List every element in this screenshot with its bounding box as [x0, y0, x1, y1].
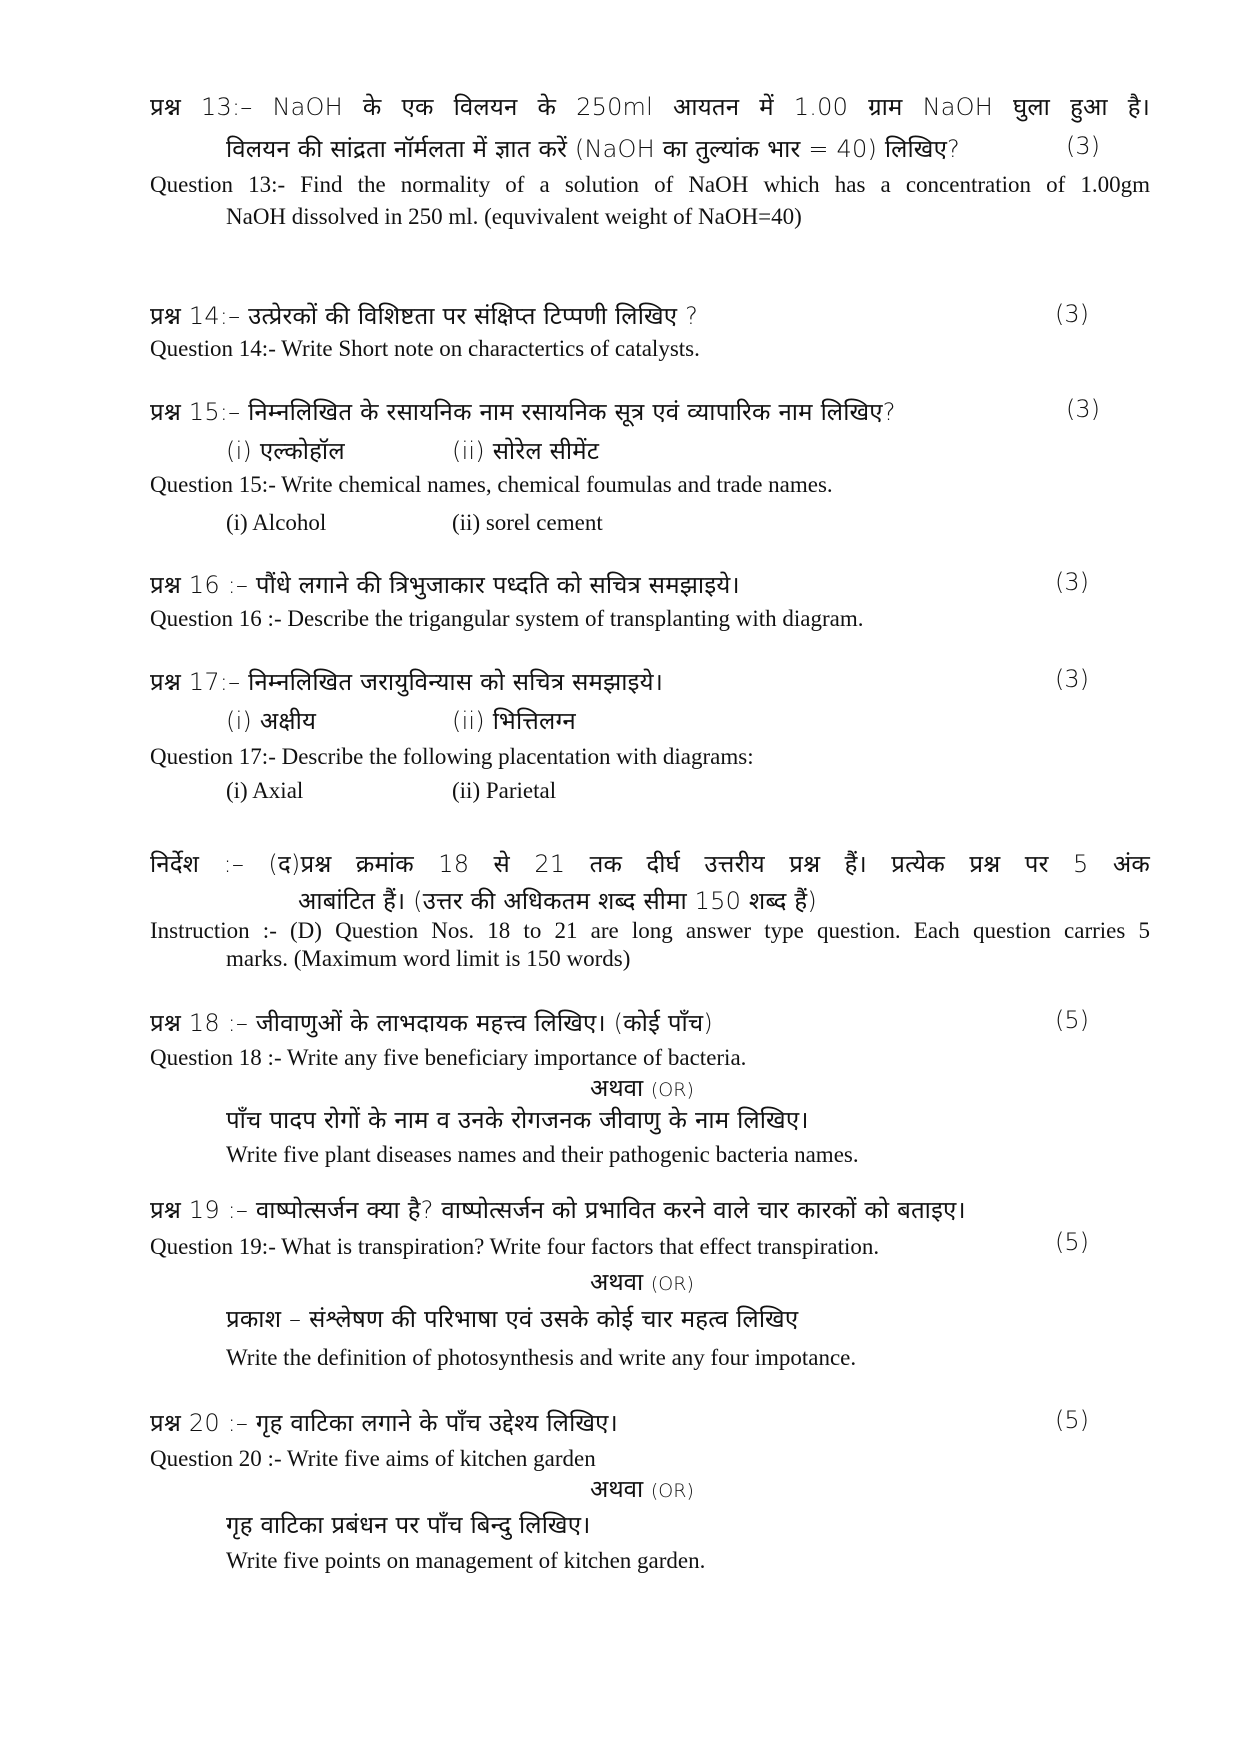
q16-hindi: प्रश्न 16 :– पौंधे लगाने की त्रिभुजाकार पध्दति को सचित्र समझाइये।	[150, 571, 740, 599]
q14-english: Question 14:- Write Short note on charactertics of catalysts.	[150, 336, 700, 361]
q14-hindi: प्रश्न 14:– उत्प्रेरकों की विशिष्टता पर संक्षिप्त टिप्पणी लिखिए ?	[150, 302, 699, 330]
q13-english-line1: Question 13:- Find the normality of a solution of NaOH which has a concentration of 1.00gm	[150, 172, 1150, 197]
q19-or-divider	[590, 1265, 694, 1298]
q19-alt-english: Write the definition of photosynthesis and write any four impotance.	[226, 1345, 857, 1370]
q15-hindi-option-2: (ii) सोरेल सीमेंट	[452, 437, 600, 465]
q19-or-hindi: अथवा	[590, 1268, 644, 1296]
q19-or-english: (OR)	[650, 1273, 694, 1295]
q18-alt-english: Write five plant diseases names and their pathogenic bacteria names.	[226, 1142, 859, 1167]
q19-english: Question 19:- What is transpiration? Write four factors that effect transpiration.	[150, 1234, 880, 1259]
q20-marks: (5)	[1055, 1406, 1089, 1434]
q13-hindi-line1: प्रश्न 13:– NaOH के एक विलयन के 250ml आयतन में 1.00 ग्राम NaOH घुला हुआ है।	[150, 93, 1150, 121]
q13-marks: (3)	[1066, 132, 1100, 160]
q18-or-divider	[590, 1071, 694, 1104]
q17-english-option-2: (ii) Parietal	[452, 778, 557, 803]
q18-hindi: प्रश्न 18 :– जीवाणुओं के लाभदायक महत्त्व लिखिए। (कोई पाँच)	[150, 1009, 713, 1037]
q13-english-line2: NaOH dissolved in 250 ml. (equvivalent weight of NaOH=40)	[226, 204, 802, 229]
q19-alt-hindi: प्रकाश – संश्लेषण की परिभाषा एवं उसके कोई चार महत्व लिखिए	[226, 1305, 799, 1333]
instruction-english-line1: Instruction :- (D) Question Nos. 18 to 21 are long answer type question. Each question carries 5	[150, 918, 1150, 943]
q17-english-option-1: (i) Axial	[226, 778, 304, 803]
instruction-hindi-line2: आबांटित हैं। (उत्तर की अधिकतम शब्द सीमा 150 शब्द हैं)	[298, 887, 817, 915]
q20-alt-hindi: गृह वाटिका प्रबंधन पर पाँच बिन्दु लिखिए।	[226, 1511, 591, 1539]
q18-alt-hindi: पाँच पादप रोगों के नाम व उनके रोगजनक जीवाणु के नाम लिखिए।	[226, 1106, 809, 1134]
q19-marks: (5)	[1055, 1228, 1089, 1256]
q15-marks: (3)	[1066, 395, 1100, 423]
q20-or-divider	[590, 1472, 694, 1505]
q18-or-english: (OR)	[650, 1079, 694, 1101]
q17-hindi: प्रश्न 17:– निम्नलिखित जरायुविन्यास को सचित्र समझाइये।	[150, 668, 664, 696]
q20-english: Question 20 :- Write five aims of kitchen garden	[150, 1446, 596, 1471]
q17-english: Question 17:- Describe the following placentation with diagrams:	[150, 744, 754, 769]
q15-hindi-option-1: (i) एल्कोहॉल	[226, 437, 345, 465]
q17-marks: (3)	[1055, 665, 1089, 693]
q17-hindi-option-2: (ii) भित्तिलग्न	[452, 707, 576, 735]
q15-hindi: प्रश्न 15:– निम्नलिखित के रसायनिक नाम रसायनिक सूत्र एवं व्यापारिक नाम लिखिए?	[150, 398, 896, 426]
q13-hindi-line2: विलयन की सांद्रता नॉर्मलता में ज्ञात करें (NaOH का तुल्यांक भार = 40) लिखिए?	[226, 135, 960, 163]
q15-english-option-1: (i) Alcohol	[226, 510, 327, 535]
q18-marks: (5)	[1055, 1006, 1089, 1034]
q14-marks: (3)	[1055, 300, 1089, 328]
instruction-english-line2: marks. (Maximum word limit is 150 words)	[226, 946, 631, 971]
q20-hindi: प्रश्न 20 :– गृह वाटिका लगाने के पाँच उद्देश्य लिखिए।	[150, 1409, 618, 1437]
q19-hindi: प्रश्न 19 :– वाष्पोत्सर्जन क्या है? वाष्पोत्सर्जन को प्रभावित करने वाले चार कारकों को बताइए।	[150, 1196, 966, 1224]
instruction-hindi-line1: निर्देश :– (द)प्रश्न क्रमांक 18 से 21 तक दीर्घ उत्तरीय प्रश्न हैं। प्रत्येक प्रश्न पर 5 अंक	[150, 850, 1150, 878]
q15-english-option-2: (ii) sorel cement	[452, 510, 603, 535]
q18-or-hindi: अथवा	[590, 1074, 644, 1102]
q20-or-english: (OR)	[650, 1480, 694, 1502]
q17-hindi-option-1: (i) अक्षीय	[226, 707, 317, 735]
q20-or-hindi: अथवा	[590, 1475, 644, 1503]
q20-alt-english: Write five points on management of kitchen garden.	[226, 1548, 706, 1573]
q15-english: Question 15:- Write chemical names, chemical foumulas and trade names.	[150, 472, 833, 497]
q16-marks: (3)	[1055, 568, 1089, 596]
q16-english: Question 16 :- Describe the trigangular system of transplanting with diagram.	[150, 606, 864, 631]
q18-english: Question 18 :- Write any five beneficiary importance of bacteria.	[150, 1045, 747, 1070]
